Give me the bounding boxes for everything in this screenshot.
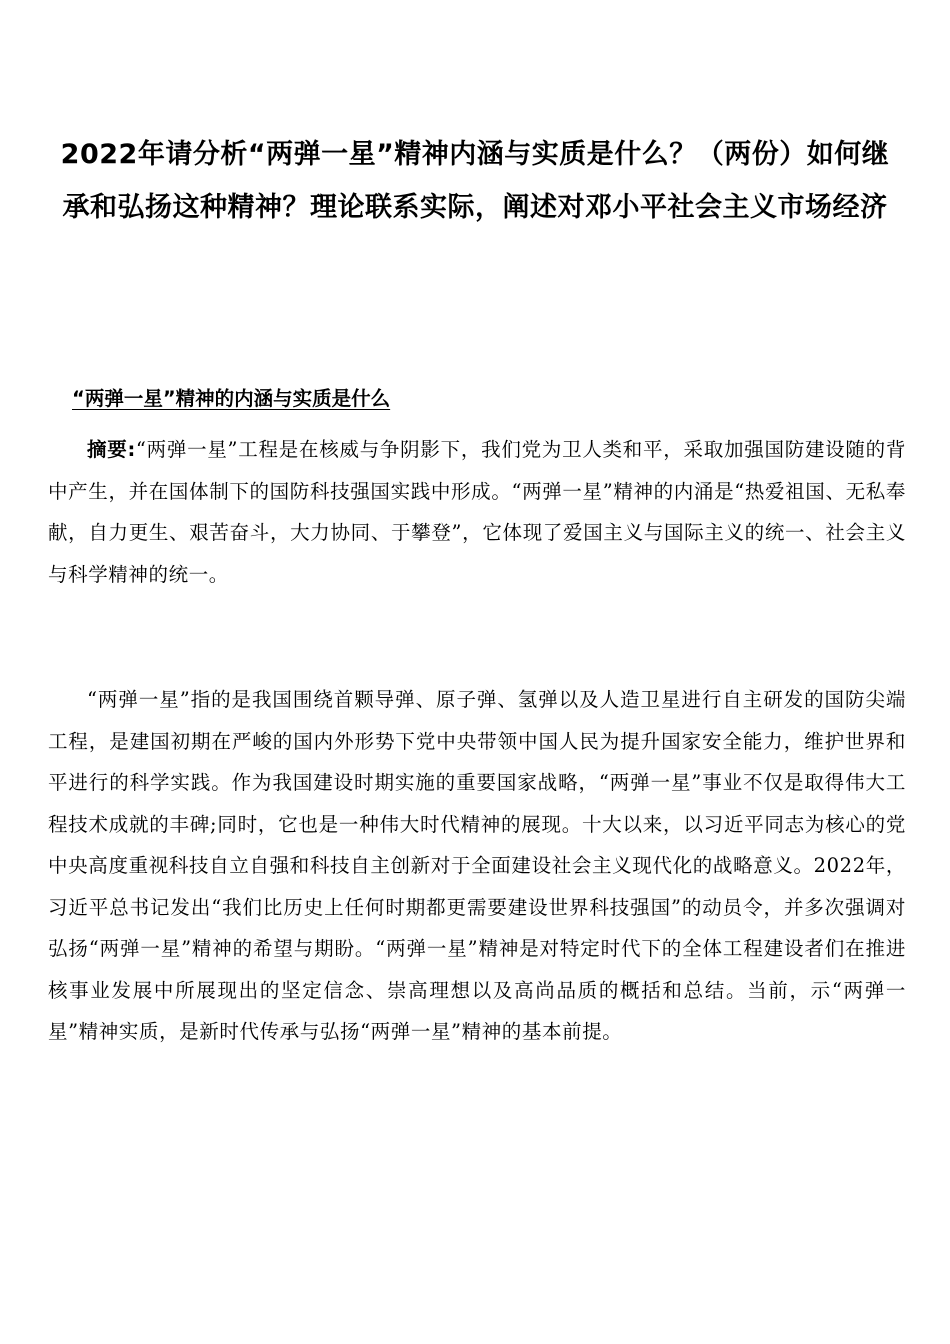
abstract-paragraph <box>48 429 906 595</box>
abstract-text: “两弹一星”工程是在核威与争阴影下，我们党为卫人类和平，采取加强国防建设随的背中产生，并在国体制下的国防科技强国实践中形成。“两弹一星”精神的内涌是“热爱祖国、无私奉献，自力更生、艰苦奋斗，大力协同、于攀登”，它体现了爱国主义与国际主义的统一、社会主义与科学精神的统一。 <box>48 438 906 586</box>
document-title: 2022年请分析“两弹一星”精神内涵与实质是什么？（两份）如何继承和弘扬这种精神？理论联系实际，阐述对邓小平社会主义市场经济 <box>60 139 890 223</box>
body-paragraph: “两弹一星”指的是我国围绕首颗导弹、原子弹、氢弹以及人造卫星进行自主研发的国防尖端工程，是建国初期在严峻的国内外形势下党中央带领中国人民为提升国家安全能力，维护世界和平进行的科学实践。作为我国建设时期实施的重要国家战略，“两弹一星”事业不仅是取得伟大工程技术成就的丰碑;同时，它也是一种伟大时代精神的展现。十大以来，以习近平同志为核心的党中央高度重视科技自立自强和科技自主创新对于全面建设社会主义现代化的战略意义。2022年，习近平总书记发出“我们比历史上任何时期都更需要建设世界科技强国”的动员令，并多次强调对弘扬“两弹一星”精神的希望与期盼。“两弹一星”精神是对特定时代下的全体工程建设者们在推进核事业发展中所展现出的坚定信念、崇高理想以及高尚品质的概括和总结。当前，示“两弹一星”精神实质，是新时代传承与弘扬“两弹一星”精神的基本前提。 <box>48 688 906 1043</box>
section-heading: “两弹一星”精神的内涵与实质是什么 <box>72 387 391 410</box>
abstract-label: 摘要: <box>87 438 136 461</box>
